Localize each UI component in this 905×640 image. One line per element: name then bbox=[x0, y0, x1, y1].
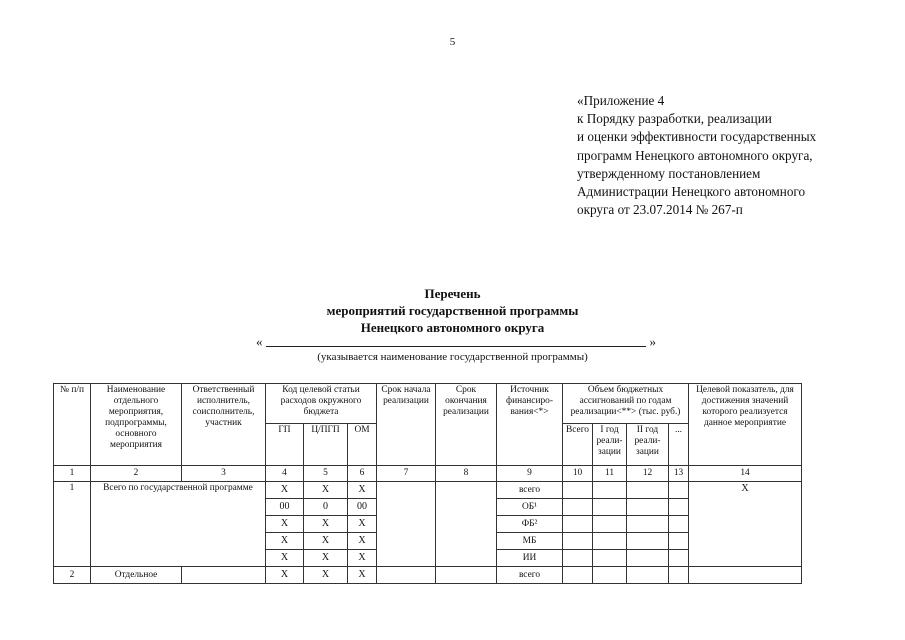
end-cell bbox=[436, 482, 497, 567]
cpgp-value: 0 bbox=[304, 499, 348, 516]
gp-value: X bbox=[266, 533, 304, 550]
column-number: 9 bbox=[497, 466, 563, 482]
total-cell bbox=[563, 550, 593, 567]
activities-table bbox=[53, 383, 802, 584]
year2-cell bbox=[627, 533, 669, 550]
document-title bbox=[0, 285, 905, 336]
column-number: 6 bbox=[348, 466, 377, 482]
source-value: ИИ bbox=[497, 550, 563, 567]
om-value: X bbox=[348, 550, 377, 567]
etc-cell bbox=[669, 550, 689, 567]
om-value: X bbox=[348, 516, 377, 533]
column-number: 11 bbox=[593, 466, 627, 482]
gp-value: X bbox=[266, 516, 304, 533]
header-num: № п/п bbox=[54, 384, 91, 466]
column-number: 7 bbox=[377, 466, 436, 482]
column-number: 1 bbox=[54, 466, 91, 482]
open-quote: « bbox=[256, 334, 263, 349]
header-end: Срок окончания реализации bbox=[436, 384, 497, 466]
column-number: 2 bbox=[91, 466, 182, 482]
header-cpgp: Ц/ПГП bbox=[304, 424, 348, 466]
appendix-line: Администрации Ненецкого автономного bbox=[577, 184, 806, 200]
end-cell bbox=[436, 567, 497, 584]
cpgp-value: X bbox=[304, 567, 348, 584]
header-name: Наименование отдельного мероприятия, подпрограммы, основного мероприятия bbox=[91, 384, 182, 466]
header-start: Срок начала реализации bbox=[377, 384, 436, 466]
appendix-line: и оценки эффективности государственных bbox=[577, 129, 817, 145]
total-cell bbox=[563, 516, 593, 533]
header-volume: Объем бюджетных ассигнований по годам реализации<**> (тыс. руб.) bbox=[563, 384, 689, 424]
year1-cell bbox=[593, 499, 627, 516]
row-name: Всего по государственной программе bbox=[91, 482, 266, 567]
source-value: всего bbox=[497, 482, 563, 499]
etc-cell bbox=[669, 516, 689, 533]
year2-cell bbox=[627, 499, 669, 516]
responsible-cell bbox=[182, 567, 266, 584]
column-number: 13 bbox=[669, 466, 689, 482]
cpgp-value: X bbox=[304, 550, 348, 567]
etc-cell bbox=[669, 533, 689, 550]
column-number: 4 bbox=[266, 466, 304, 482]
om-value: X bbox=[348, 567, 377, 584]
column-number: 3 bbox=[182, 466, 266, 482]
program-name-hint: (указывается наименование государственной программы) bbox=[317, 351, 588, 363]
header-source: Источник финансиро-вания<*> bbox=[497, 384, 563, 466]
year1-cell bbox=[593, 533, 627, 550]
column-number: 14 bbox=[689, 466, 802, 482]
gp-value: X bbox=[266, 482, 304, 499]
title-line: Перечень bbox=[424, 286, 481, 301]
source-value: ФБ² bbox=[497, 516, 563, 533]
row-name: Отдельное bbox=[91, 567, 182, 584]
column-number: 10 bbox=[563, 466, 593, 482]
gp-value: X bbox=[266, 550, 304, 567]
year2-cell bbox=[627, 567, 669, 584]
column-number: 8 bbox=[436, 466, 497, 482]
appendix-line: округа от 23.07.2014 № 267-п bbox=[577, 202, 743, 218]
start-cell bbox=[377, 482, 436, 567]
target-value: X bbox=[689, 482, 802, 567]
year2-cell bbox=[627, 550, 669, 567]
gp-value: 00 bbox=[266, 499, 304, 516]
year2-cell bbox=[627, 516, 669, 533]
cpgp-value: X bbox=[304, 516, 348, 533]
appendix-note bbox=[577, 92, 816, 219]
etc-cell bbox=[669, 499, 689, 516]
om-value: 00 bbox=[348, 499, 377, 516]
source-value: МБ bbox=[497, 533, 563, 550]
year2-cell bbox=[627, 482, 669, 499]
column-number: 12 bbox=[627, 466, 669, 482]
total-cell bbox=[563, 533, 593, 550]
title-line: Ненецкого автономного округа bbox=[360, 320, 545, 335]
header-target: Целевой показатель, для достижения значений которого реализуется данное мероприятие bbox=[689, 384, 802, 466]
total-cell bbox=[563, 567, 593, 584]
appendix-line: к Порядку разработки, реализации bbox=[577, 111, 772, 127]
target-cell bbox=[689, 567, 802, 584]
header-gp: ГП bbox=[266, 424, 304, 466]
cpgp-value: X bbox=[304, 482, 348, 499]
program-name-field bbox=[256, 334, 656, 350]
page-number: 5 bbox=[449, 36, 456, 48]
year1-cell bbox=[593, 482, 627, 499]
title-line: мероприятий государственной программы bbox=[326, 303, 579, 318]
close-quote: » bbox=[649, 334, 656, 349]
total-cell bbox=[563, 482, 593, 499]
etc-cell bbox=[669, 567, 689, 584]
header-om: ОМ bbox=[348, 424, 377, 466]
om-value: X bbox=[348, 482, 377, 499]
header-budget-code: Код целевой статьи расходов окружного бюджета bbox=[266, 384, 377, 424]
start-cell bbox=[377, 567, 436, 584]
source-value: ОБ¹ bbox=[497, 499, 563, 516]
appendix-line: утвержденному постановлением bbox=[577, 165, 761, 181]
header-etc: ... bbox=[669, 424, 689, 466]
appendix-line: «Приложение 4 bbox=[577, 93, 665, 108]
etc-cell bbox=[669, 482, 689, 499]
year1-cell bbox=[593, 567, 627, 584]
header-year2: II год реали-зации bbox=[627, 424, 669, 466]
total-cell bbox=[563, 499, 593, 516]
year1-cell bbox=[593, 550, 627, 567]
gp-value: X bbox=[266, 567, 304, 584]
year1-cell bbox=[593, 516, 627, 533]
appendix-line: программ Ненецкого автономного округа, bbox=[577, 147, 813, 163]
row-number: 2 bbox=[54, 567, 91, 584]
cpgp-value: X bbox=[304, 533, 348, 550]
column-number: 5 bbox=[304, 466, 348, 482]
om-value: X bbox=[348, 533, 377, 550]
source-value: всего bbox=[497, 567, 563, 584]
header-year1: I год реали-зации bbox=[593, 424, 627, 466]
header-total: Всего bbox=[563, 424, 593, 466]
row-number: 1 bbox=[54, 482, 91, 567]
header-responsible: Ответственный исполнитель, соисполнитель, участник bbox=[182, 384, 266, 466]
program-name-underline bbox=[266, 346, 646, 347]
